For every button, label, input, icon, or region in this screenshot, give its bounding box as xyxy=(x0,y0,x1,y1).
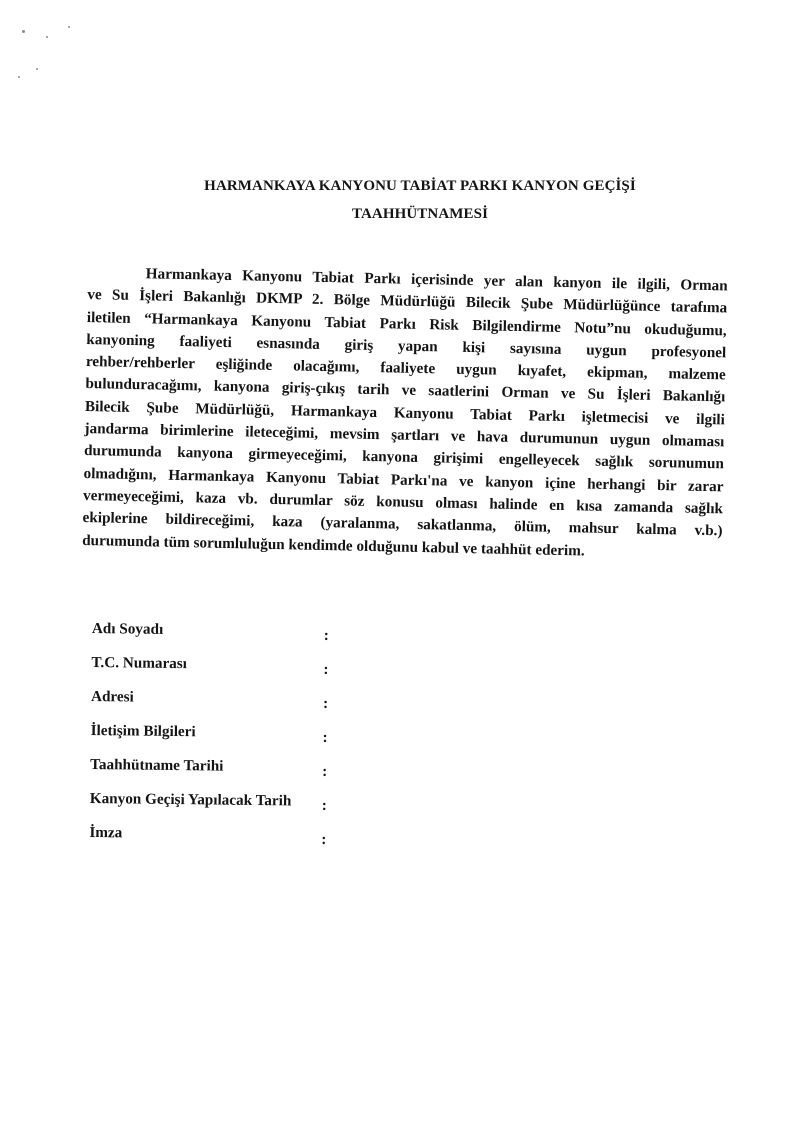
field-tc-number-row xyxy=(91,654,351,691)
field-colon: : xyxy=(322,694,329,712)
scan-speck xyxy=(46,36,48,38)
paragraph-line: rehber/rehberler eşliğinde olacağımı, faaliyete uygun kıyafet, ekipman, malzeme xyxy=(85,353,726,384)
field-colon: : xyxy=(323,626,329,644)
scan-speck xyxy=(68,26,70,28)
field-address-row xyxy=(91,688,351,725)
paragraph-line: durumunda tüm sorumluluğun kendimde olduğunu kabul ve taahhüt ederim. xyxy=(81,531,585,560)
paragraph-line: bulunduracağımı, kanyona giriş-çıkış tarih ve saatlerini Orman ve Su İşleri Bakanlığı xyxy=(85,375,726,406)
field-label-contact: İletişim Bilgileri xyxy=(90,721,196,741)
field-colon: : xyxy=(321,796,327,814)
field-contact-row xyxy=(90,722,350,759)
paragraph-line: vermeyeceğimi, kaza vb. durumlar söz konusu olması halinde en kısa zamanda sağlık xyxy=(82,486,724,518)
paragraph-line: Harmankaya Kanyonu Tabiat Parkı içerisinde yer alan kanyon ile ilgili, Orman xyxy=(145,265,728,295)
field-label-tc-number: T.C. Numarası xyxy=(91,653,188,673)
paragraph-line: kanyoning faaliyeti esnasında giriş yapan kişi sayısına uygun profesyonel xyxy=(86,330,727,362)
paragraph-line: iletilen “Harmankaya Kanyonu Tabiat Parkı Risk Bilgilendirme Notu”nu okuduğumu, xyxy=(86,308,727,339)
field-colon: : xyxy=(322,762,328,780)
field-colon: : xyxy=(322,728,328,746)
title-line-1: HARMANKAYA KANYONU TABİAT PARKI KANYON GEÇİŞİ xyxy=(204,178,636,194)
scan-speck xyxy=(36,68,38,70)
field-label-address: Adresi xyxy=(90,687,134,706)
scan-speck xyxy=(22,30,25,33)
field-name-row xyxy=(92,620,352,657)
field-label-commitment-date: Taahhütname Tarihi xyxy=(90,755,224,775)
field-signature-row xyxy=(89,824,349,861)
paragraph-line: Bilecik Şube Müdürlüğü, Harmankaya Kanyonu Tabiat Parkı işletmecisi ve ilgili xyxy=(84,397,726,429)
scan-speck xyxy=(18,76,20,78)
field-commitment-date-row xyxy=(90,756,350,793)
field-colon: : xyxy=(321,830,327,848)
paragraph-line: ve Su İşleri Bakanlığı DKMP 2. Bölge Müdürlüğü Bilecik Şube Müdürlüğünce tarafıma xyxy=(87,286,728,317)
personal-info-fields xyxy=(89,620,352,861)
field-crossing-date-row xyxy=(90,790,350,827)
page-title xyxy=(100,172,740,228)
field-label-signature: İmza xyxy=(89,823,123,842)
paragraph-line: jandarma birimlerine ileteceğimi, mevsim şartları ve hava durumunun uygun olmaması xyxy=(84,420,725,451)
field-colon: : xyxy=(323,660,329,678)
paragraph-line: ekiplerine bildireceğimi, kaza (yaralanma, sakatlanma, ölüm, mahsur kalma v.b.) xyxy=(82,509,723,540)
field-label-crossing-date: Kanyon Geçişi Yapılacak Tarih xyxy=(89,789,292,810)
field-label-name: Adı Soyadı xyxy=(91,620,164,638)
paragraph-line: durumunda kanyona girmeyeceğimi, kanyona girişimi engelleyecek sağlık sorunumun xyxy=(83,442,725,473)
paragraph-line: olmadığını, Harmankaya Kanyonu Tabiat Parkı'na ve kanyon içine herhangi bir zarar xyxy=(83,464,724,496)
commitment-paragraph xyxy=(82,262,728,565)
title-line-2: TAAHHÜTNAMESİ xyxy=(351,206,489,222)
